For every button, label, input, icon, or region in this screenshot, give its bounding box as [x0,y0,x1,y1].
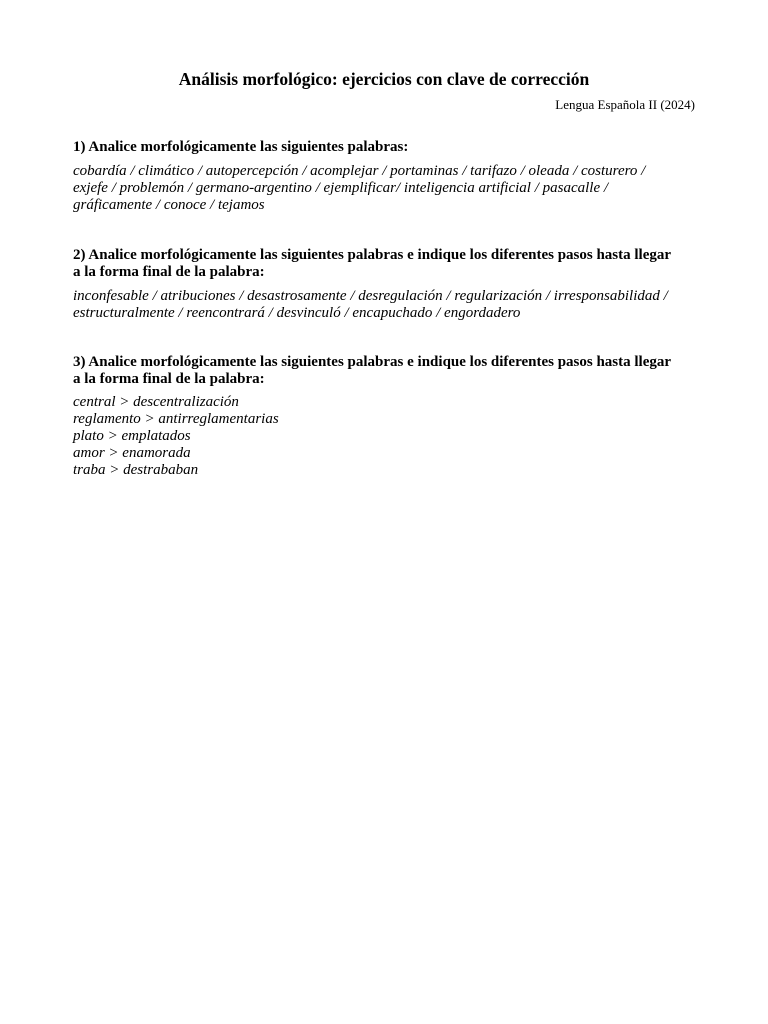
exercise-1-word-line: exjefe / problemón / germano-argentino / ejemplificar/ inteligencia artificial / pasacalle / [73,180,609,196]
derivation-item: amor > enamorada [73,445,191,461]
derivation-item: central > descentralización [73,394,239,410]
exercise-1-heading: 1) Analice morfológicamente las siguientes palabras: [73,139,409,155]
document-subtitle: Lengua Española II (2024) [555,97,695,112]
exercise-2 [73,247,695,322]
derivation-item: reglamento > antirreglamentarias [73,411,279,427]
exercise-1-word-line: gráficamente / conoce / tejamos [73,197,265,213]
derivation-item: traba > destrababan [73,462,199,478]
exercise-2-word-line: estructuralmente / reencontrará / desvinculó / encapuchado / engordadero [73,305,521,321]
exercise-3 [73,354,695,479]
exercise-2-word-line: inconfesable / atribuciones / desastrosamente / desregulación / regularización / irresponsabilidad / [73,288,668,304]
derivation-list [73,394,695,479]
exercise-1 [73,139,695,214]
derivation-item: plato > emplatados [73,428,191,444]
exercise-2-heading-line: 2) Analice morfológicamente las siguientes palabras e indique los diferentes pasos hasta llegar [73,247,672,263]
exercise-1-word-line: cobardía / climático / autopercepción / acomplejar / portaminas / tarifazo / oleada / costurero / [73,163,646,179]
exercise-2-heading-line: a la forma final de la palabra: [73,264,265,280]
exercise-3-heading-line: 3) Analice morfológicamente las siguientes palabras e indique los diferentes pasos hasta llegar [73,354,672,370]
exercise-3-heading-line: a la forma final de la palabra: [73,371,265,387]
document-title: Análisis morfológico: ejercicios con clave de corrección [178,69,590,89]
